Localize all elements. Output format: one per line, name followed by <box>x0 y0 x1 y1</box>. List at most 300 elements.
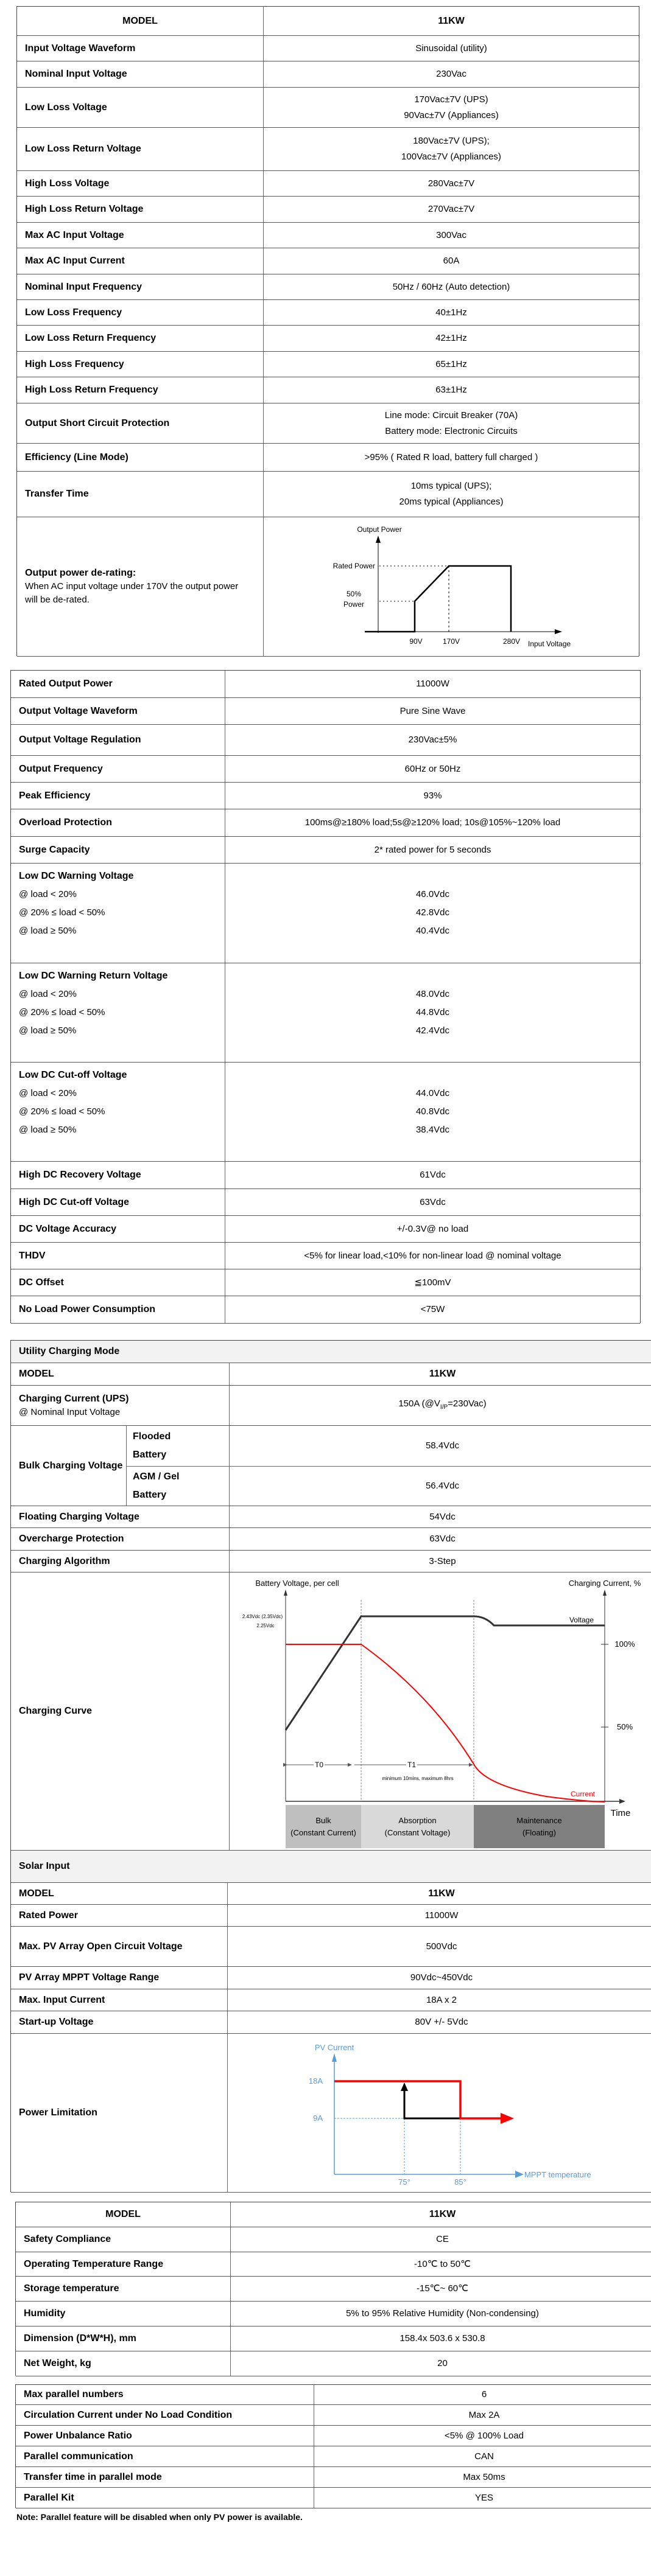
spec-label-cell <box>11 1386 230 1425</box>
spec-label-cell <box>11 1269 225 1296</box>
spec-row <box>11 1386 651 1426</box>
spec-row <box>11 1162 640 1189</box>
spec-value-cell <box>314 2385 651 2404</box>
spec-value-cell <box>225 756 640 782</box>
spec-value: 63Vdc <box>420 1196 446 1207</box>
ac-input-table <box>16 6 639 656</box>
spec-value-cell <box>264 248 639 274</box>
spec-value-cell <box>264 197 639 222</box>
phase-desc: (Floating) <box>523 1828 556 1837</box>
spec-label-cell <box>11 1243 225 1269</box>
spec-row <box>11 1989 651 2011</box>
spec-label: High Loss Return Frequency <box>25 385 158 395</box>
spec-label-cell <box>11 783 225 809</box>
derating-line <box>365 566 511 632</box>
spec-value: 80V +/- 5Vdc <box>415 2017 468 2027</box>
spec-label: Overcharge Protection <box>19 1534 124 1544</box>
spec-value: 10ms typical (UPS); <box>410 481 492 491</box>
model-header-cell <box>11 1363 230 1385</box>
spec-label-cell <box>17 352 264 377</box>
voltage-series-label: Voltage <box>569 1616 594 1624</box>
spec-value: 11000W <box>424 1910 459 1921</box>
model-header-cell <box>16 2202 231 2227</box>
spec-label-cell <box>11 1189 225 1215</box>
spec-value: 230Vac±5% <box>408 735 457 745</box>
spec-value-cell <box>228 2034 651 2192</box>
spec-value: 40±1Hz <box>435 307 467 318</box>
y-axis-arrow-icon <box>376 536 381 543</box>
spec-row <box>11 1216 640 1243</box>
spec-label-cell <box>16 2277 231 2301</box>
section-title: Solar Input <box>19 1861 70 1871</box>
spec-value: Max 2A <box>468 2409 500 2420</box>
limit-series <box>334 2081 503 2118</box>
spec-value-cell <box>264 61 639 87</box>
spec-label: Output Voltage Waveform <box>19 705 138 716</box>
spec-label: DC Voltage Accuracy <box>19 1223 117 1234</box>
spec-label-cell <box>11 698 225 724</box>
spec-label: Transfer Time <box>25 489 89 499</box>
spec-row <box>11 1189 640 1216</box>
spec-label-cell <box>11 1967 228 1989</box>
red-arrow-icon <box>501 2113 514 2124</box>
spec-sublabel: @ 20% ≤ load < 50% <box>19 1007 105 1017</box>
spec-label-cell <box>11 837 225 863</box>
spec-label: Floating Charging Voltage <box>19 1511 139 1522</box>
model-header-cell <box>11 1883 228 1904</box>
spec-label-cell <box>16 2488 314 2508</box>
left-axis-arrow-icon <box>284 1590 287 1596</box>
spec-label-cell <box>11 1216 225 1242</box>
spec-row <box>16 2277 651 2302</box>
phase-bar <box>361 1805 474 1848</box>
interval-note: minimum 10mins, maximum 8hrs <box>382 1776 454 1781</box>
spec-value-cell <box>230 1426 651 1466</box>
phase-name: Absorption <box>398 1816 437 1825</box>
right-axis-label: Charging Current, % <box>568 1579 641 1588</box>
model-label: MODEL <box>19 1888 54 1899</box>
spec-label-cell <box>16 2405 314 2425</box>
spec-label-cell <box>17 248 264 274</box>
spec-label: Low DC Warning Return Voltage <box>19 971 168 981</box>
spec-value: 50Hz / 60Hz (Auto detection) <box>392 281 510 292</box>
spec-row <box>11 1506 651 1528</box>
spec-value-cell <box>225 963 640 1062</box>
spec-value-cell <box>225 809 640 836</box>
spec-label: Rated Power <box>19 1910 78 1921</box>
spec-label: Low Loss Return Frequency <box>25 333 157 343</box>
spec-label-cell <box>17 472 264 517</box>
spec-sublabel: @ load ≥ 50% <box>19 1025 77 1036</box>
y-tick: 18A <box>308 2076 323 2086</box>
charging-solar-table <box>10 1340 651 2192</box>
voltage-level-label: 2.25Vdc <box>256 1623 275 1628</box>
spec-row <box>11 1269 640 1296</box>
spec-value-cell <box>225 671 640 697</box>
spec-value-cell <box>264 300 639 325</box>
spec-value: 300Vac <box>436 229 466 240</box>
spec-row <box>11 2011 651 2034</box>
model-value: 11KW <box>438 15 465 26</box>
spec-value-cell <box>264 517 639 656</box>
y-axis-arrow-icon <box>332 2053 337 2062</box>
spec-label-cell <box>17 403 264 443</box>
bulk-label-cell <box>11 1426 127 1506</box>
spec-label: Output Frequency <box>19 763 103 774</box>
charging-current-value <box>398 1396 486 1415</box>
header-row <box>11 1883 651 1905</box>
spec-label-cell <box>11 864 225 963</box>
spec-value: 170Vac±7V (UPS) <box>414 94 488 105</box>
spec-value: ≦100mV <box>414 1277 451 1288</box>
interval-label: T0 <box>314 1761 324 1769</box>
spec-value: >95% ( Rated R load, battery full charged ) <box>364 452 538 462</box>
spec-label: Nominal Input Voltage <box>25 69 127 79</box>
x-axis-arrow-icon <box>515 2171 524 2178</box>
spec-value: CAN <box>474 2451 494 2462</box>
spec-value: Battery mode: Electronic Circuits <box>385 425 518 436</box>
spec-value: 48.0Vdc <box>415 989 450 999</box>
spec-value-cell <box>225 1216 640 1242</box>
spec-label-cell <box>16 2326 231 2351</box>
spec-row <box>17 197 639 223</box>
interval-label: T1 <box>407 1761 417 1769</box>
spec-value-cell <box>264 223 639 248</box>
y-tick: 9A <box>313 2114 323 2123</box>
spec-value: YES <box>474 2492 493 2503</box>
x-axis-arrow-icon <box>555 629 562 634</box>
spec-row <box>16 2302 651 2326</box>
spec-value: 11000W <box>416 679 449 689</box>
spec-value-cell <box>264 171 639 196</box>
spec-value-cell <box>225 1162 640 1189</box>
spec-value: 42.4Vdc <box>415 1025 450 1036</box>
spec-label: Low Loss Frequency <box>25 307 122 318</box>
spec-value-cell <box>314 2405 651 2425</box>
spec-row <box>17 248 639 274</box>
right-tick-label: 50% <box>616 1722 633 1731</box>
spec-label: Input Voltage Waveform <box>25 43 136 54</box>
model-value: 11KW <box>428 1888 455 1899</box>
spec-label-cell <box>17 197 264 222</box>
right-axis-arrow-icon <box>603 1590 607 1596</box>
spec-row <box>11 671 640 698</box>
spec-value-cell <box>314 2446 651 2466</box>
spec-label: Output power de-rating: <box>25 568 136 578</box>
spec-value-cell <box>225 864 640 963</box>
spec-value-cell <box>225 698 640 724</box>
spec-label-cell <box>11 1989 228 2011</box>
spec-label-cell <box>17 171 264 196</box>
spec-row <box>17 326 639 352</box>
spec-label: High Loss Voltage <box>25 178 110 189</box>
spec-label: Overload Protection <box>19 817 112 828</box>
spec-value: Pure Sine Wave <box>399 705 466 716</box>
battery-type-cell <box>127 1466 230 1506</box>
spec-row <box>11 864 640 963</box>
spec-value-cell <box>228 1927 651 1966</box>
value-subscript: I/P <box>440 1403 448 1411</box>
spec-value-cell <box>225 1063 640 1161</box>
spec-sublabel: @ load < 20% <box>19 1088 77 1098</box>
spec-row <box>17 61 639 88</box>
spec-label-cell <box>11 2034 228 2192</box>
spec-row <box>11 837 640 864</box>
half-label: 50% <box>346 590 362 598</box>
spec-row <box>11 1296 640 1324</box>
spec-label: Safety Compliance <box>24 2234 111 2244</box>
spec-row <box>11 1551 651 1572</box>
x-tick: 75° <box>398 2177 410 2187</box>
spec-value: <5% @ 100% Load <box>445 2430 524 2441</box>
spec-sublabel: @ load < 20% <box>19 889 77 899</box>
spec-row <box>11 725 640 756</box>
spec-label-cell <box>16 2426 314 2446</box>
model-label: MODEL <box>19 1369 54 1379</box>
spec-value-cell <box>264 36 639 61</box>
spec-value: 230Vac <box>436 69 466 79</box>
spec-row <box>16 2488 651 2508</box>
model-value-cell <box>264 7 639 35</box>
header-row <box>16 2202 651 2227</box>
spec-value: 180Vac±7V (UPS); <box>413 136 490 146</box>
spec-value: 54Vdc <box>429 1511 456 1522</box>
spec-label: Start-up Voltage <box>19 2017 94 2027</box>
spec-label: Low DC Cut-off Voltage <box>19 1070 127 1080</box>
spec-label: High DC Recovery Voltage <box>19 1170 141 1180</box>
spec-row <box>11 1528 651 1551</box>
spec-sublabel: When AC input voltage under 170V the output power will be de-rated. <box>25 581 239 605</box>
spec-value-cell <box>228 1905 651 1926</box>
spec-label-cell <box>17 223 264 248</box>
spec-row <box>16 2426 651 2446</box>
spec-value: 42.8Vdc <box>415 907 450 918</box>
battery-type: Flooded Battery <box>133 1431 171 1460</box>
spec-label: Parallel communication <box>24 2451 133 2462</box>
spec-row <box>11 1572 651 1851</box>
spec-value: 44.8Vdc <box>415 1007 450 1017</box>
spec-label-cell <box>17 274 264 299</box>
right-tick-label: 100% <box>614 1639 635 1649</box>
spec-label-cell <box>16 2467 314 2487</box>
section-title-cell <box>11 1341 651 1363</box>
spec-value: 100Vac±7V (Appliances) <box>401 152 501 162</box>
spec-label: Operating Temperature Range <box>24 2258 164 2269</box>
spec-value: 58.4Vdc <box>425 1440 460 1451</box>
spec-row <box>17 352 639 377</box>
spec-label: THDV <box>19 1250 46 1261</box>
spec-label: Efficiency (Line Mode) <box>25 452 128 462</box>
spec-label: High DC Cut-off Voltage <box>19 1196 130 1207</box>
spec-value: 56.4Vdc <box>425 1481 460 1491</box>
bulk-label: Bulk Charging Voltage <box>19 1460 123 1471</box>
spec-value: 2* rated power for 5 seconds <box>374 844 491 855</box>
spec-sublabel: @ 20% ≤ load < 50% <box>19 907 105 918</box>
spec-value: -15℃~ 60℃ <box>417 2283 468 2294</box>
spec-row <box>11 1905 651 1927</box>
x-tick: 90V <box>409 637 423 646</box>
phase-desc: (Constant Voltage) <box>384 1828 451 1837</box>
spec-row <box>17 88 639 128</box>
spec-value-cell <box>314 2426 651 2446</box>
spec-label-cell <box>17 444 264 471</box>
spec-value-cell <box>230 1572 651 1850</box>
spec-label-cell <box>17 61 264 87</box>
spec-value: CE <box>436 2234 449 2244</box>
x-label: Input Voltage <box>528 640 571 648</box>
x-tick: 170V <box>442 637 460 646</box>
spec-label-cell <box>11 725 225 755</box>
spec-value: 18A x 2 <box>426 1994 457 2005</box>
spec-value: 40.8Vdc <box>415 1106 450 1117</box>
spec-value: 100ms@≥180% load;5s@≥120% load; 10s@105%~120% load <box>304 817 561 828</box>
parallel-table <box>15 2384 651 2508</box>
model-label: MODEL <box>122 15 158 26</box>
voltage-series <box>286 1616 605 1730</box>
spec-label: Max AC Input Voltage <box>25 229 124 240</box>
spec-row <box>16 2326 651 2351</box>
spec-label-cell <box>16 2252 231 2276</box>
spec-row <box>17 274 639 300</box>
spec-value: 60A <box>443 256 460 266</box>
spec-label: Rated Output Power <box>19 679 113 689</box>
spec-value-cell <box>230 1386 651 1425</box>
spec-label: Low DC Warning Voltage <box>19 871 134 881</box>
spec-label: Nominal Input Frequency <box>25 281 143 292</box>
spec-value-cell <box>264 326 639 351</box>
x-tick: 85° <box>454 2177 466 2187</box>
spec-row <box>16 2252 651 2277</box>
spec-value-cell <box>314 2488 651 2508</box>
spec-value-cell <box>314 2467 651 2487</box>
spec-row <box>17 517 639 657</box>
spec-value: 6 <box>481 2389 487 2400</box>
spec-value-cell <box>231 2351 651 2376</box>
spec-label: High Loss Return Voltage <box>25 204 144 214</box>
spec-value-cell <box>228 2011 651 2033</box>
spec-label: High Loss Frequency <box>25 358 124 369</box>
spec-label: Output Voltage Regulation <box>19 735 141 745</box>
general-table <box>15 2202 651 2376</box>
section-header-utility <box>11 1341 651 1363</box>
charging-curve-chart <box>230 1572 651 1851</box>
spec-label: Max parallel numbers <box>24 2389 124 2400</box>
spec-row <box>17 403 639 444</box>
spec-row <box>17 36 639 61</box>
spec-value: Line mode: Circuit Breaker (70A) <box>384 410 518 421</box>
spec-row <box>17 444 639 472</box>
phase-bar <box>286 1805 361 1848</box>
spec-value: +/-0.3V@ no load <box>396 1223 469 1234</box>
spec-value: -10℃ to 50℃ <box>414 2258 471 2269</box>
value-part: =230Vac) <box>448 1398 487 1409</box>
spec-value: 44.0Vdc <box>415 1088 450 1098</box>
spec-value-cell <box>225 1296 640 1323</box>
section-title: Utility Charging Mode <box>19 1346 120 1356</box>
y-label: Output Power <box>357 525 402 534</box>
spec-row <box>11 756 640 783</box>
spec-row <box>17 472 639 517</box>
spec-label: Dimension (D*W*H), mm <box>24 2333 136 2344</box>
spec-label: Humidity <box>24 2308 66 2319</box>
spec-value-cell <box>225 1189 640 1215</box>
spec-row <box>11 963 640 1063</box>
spec-value: 60Hz or 50Hz <box>404 763 461 774</box>
spec-label: Max. PV Array Open Circuit Voltage <box>19 1941 183 1952</box>
derating-chart <box>264 517 651 657</box>
spec-label-cell <box>17 326 264 351</box>
spec-label: Transfer time in parallel mode <box>24 2471 162 2482</box>
spec-value: 20ms typical (Appliances) <box>399 497 504 507</box>
spec-label-cell <box>11 1063 225 1161</box>
battery-type-cell <box>127 1426 230 1466</box>
spec-label-cell <box>17 300 264 325</box>
spec-label-cell <box>17 128 264 170</box>
spec-label-cell <box>11 671 225 697</box>
phase-name: Maintenance <box>516 1816 562 1825</box>
spec-label-cell <box>17 377 264 403</box>
spec-label-cell <box>11 756 225 782</box>
spec-label: No Load Power Consumption <box>19 1304 155 1314</box>
spec-value-cell <box>264 472 639 517</box>
battery-type: AGM / Gel Battery <box>133 1471 180 1500</box>
time-label: Time <box>610 1808 631 1818</box>
rated-label: Rated Power <box>333 562 375 570</box>
spec-label: Max AC Input Current <box>25 256 125 266</box>
spec-label: Circulation Current under No Load Condition <box>24 2409 233 2420</box>
y-label: PV Current <box>314 2043 354 2052</box>
spec-label-cell <box>16 2302 231 2326</box>
spec-value-cell <box>228 1989 651 2011</box>
spec-row <box>16 2227 651 2252</box>
x-label: MPPT temperature <box>524 2170 591 2179</box>
phase-name: Bulk <box>315 1816 331 1825</box>
left-axis-label: Battery Voltage, per cell <box>255 1579 339 1588</box>
spec-value-cell <box>225 783 640 809</box>
spec-value: 63±1Hz <box>435 385 467 395</box>
spec-value-cell <box>264 377 639 403</box>
spec-value: Sinusoidal (utility) <box>415 43 487 54</box>
up-arrow-icon <box>401 2082 408 2091</box>
spec-value: 38.4Vdc <box>415 1125 450 1135</box>
spec-label-cell <box>11 1162 225 1189</box>
spec-label-cell <box>11 1551 230 1572</box>
spec-label: Surge Capacity <box>19 844 90 855</box>
spec-label-cell <box>11 963 225 1062</box>
spec-row <box>16 2446 651 2467</box>
spec-label-cell <box>16 2446 314 2466</box>
bulk-subrow <box>127 1426 651 1467</box>
spec-value-cell <box>230 1466 651 1506</box>
spec-value-cell <box>264 403 639 443</box>
section-title-cell <box>11 1851 651 1882</box>
spec-value-cell <box>225 837 640 863</box>
spec-label: PV Array MPPT Voltage Range <box>19 1972 160 1983</box>
spec-value: 61Vdc <box>420 1170 446 1180</box>
spec-value: 270Vac±7V <box>428 204 475 214</box>
spec-label: Power Limitation <box>19 2107 97 2118</box>
spec-row <box>11 698 640 725</box>
spec-label: Low Loss Return Voltage <box>25 144 141 154</box>
spec-value-cell <box>264 352 639 377</box>
spec-label-cell <box>11 809 225 836</box>
spec-label-cell <box>11 1927 228 1966</box>
spec-value-cell <box>230 1506 651 1527</box>
spec-value-cell <box>228 1967 651 1989</box>
spec-value: 90Vdc~450Vdc <box>410 1972 473 1983</box>
spec-label-cell <box>16 2385 314 2404</box>
spec-label: Output Short Circuit Protection <box>25 417 170 428</box>
